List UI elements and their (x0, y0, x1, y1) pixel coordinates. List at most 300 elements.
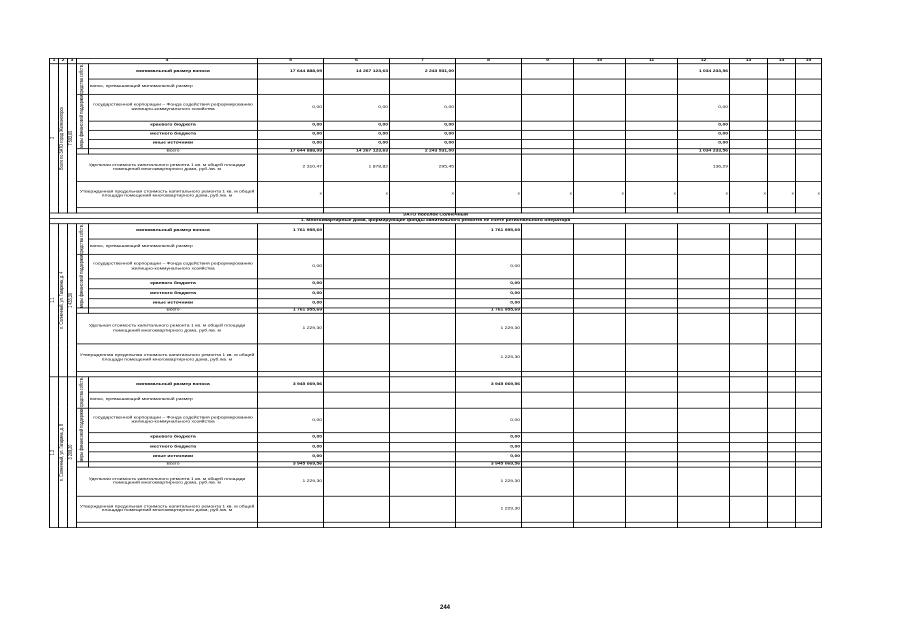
value-cell (678, 496, 730, 522)
value-cell (522, 467, 574, 496)
value-cell (574, 64, 626, 79)
value-cell (324, 452, 390, 462)
value-cell (390, 239, 456, 254)
value-cell (574, 442, 626, 452)
table-row (50, 442, 822, 452)
value-cell: 0,00 (258, 408, 324, 433)
header-cell: 13 (730, 58, 768, 63)
value-cell: х (390, 181, 456, 207)
row-address (59, 377, 68, 528)
table-row (50, 377, 822, 392)
value-cell (678, 377, 730, 392)
table-row (50, 64, 822, 79)
value-cell (768, 139, 796, 148)
value-cell: 0,00 (678, 139, 730, 148)
value-cell (574, 223, 626, 238)
value-cell: 3 945 069,56 (456, 377, 522, 392)
value-cell (678, 433, 730, 443)
value-cell: 0,00 (258, 298, 324, 308)
table-row (50, 392, 822, 407)
value-cell (768, 452, 796, 462)
value-cell (626, 223, 678, 238)
value-cell (730, 313, 768, 344)
value-cell (768, 442, 796, 452)
value-cell (796, 392, 822, 407)
value-cell (626, 121, 678, 130)
value-cell (456, 392, 522, 407)
value-cell (678, 254, 730, 279)
value-cell (522, 392, 574, 407)
max-cost-label: Утвержденная предельная стоимость капитального ремонта 1 кв. м общей площади помещений многоквартирного дома, руб./кв. м (77, 344, 258, 372)
header-cell: 15 (796, 58, 822, 63)
value-cell (522, 223, 574, 238)
fund-owners-label (77, 377, 89, 408)
value-cell (456, 79, 522, 94)
value-cell (522, 64, 574, 79)
value-cell (730, 377, 768, 392)
value-cell: 1 761 955,69 (456, 308, 522, 313)
value-cell (678, 452, 730, 462)
value-cell: 1 229,30 (456, 313, 522, 344)
min-contribution-label: минимальный размер взноса (89, 64, 258, 79)
value-cell: 0,00 (258, 442, 324, 452)
value-cell (796, 121, 822, 130)
value-cell (522, 433, 574, 443)
value-cell (730, 442, 768, 452)
value-cell: 14 267 123,63 (324, 64, 390, 79)
value-cell (796, 377, 822, 392)
value-cell (678, 298, 730, 308)
value-cell (456, 121, 522, 130)
header-cell: 2 (59, 58, 68, 63)
value-cell (258, 79, 324, 94)
value-cell: х (796, 181, 822, 207)
unit-cost-label: Удельная стоимость капитального ремонта 1 кв. м общей площади помещений многоквартирного дома, руб./кв. м (77, 467, 258, 496)
value-cell (390, 392, 456, 407)
value-cell: х (324, 181, 390, 207)
support-measures-label (77, 254, 89, 308)
table-row (50, 139, 822, 148)
value-cell (574, 392, 626, 407)
local-budget-label: местного бюджета (89, 289, 258, 299)
value-cell (574, 279, 626, 289)
value-cell (258, 496, 324, 522)
value-cell: 3 945 069,56 (456, 462, 522, 467)
value-cell (768, 344, 796, 372)
value-cell (522, 298, 574, 308)
value-cell (574, 139, 626, 148)
value-cell (768, 121, 796, 130)
row-area (68, 377, 77, 528)
value-cell (574, 313, 626, 344)
value-cell (574, 433, 626, 443)
value-cell (456, 95, 522, 121)
value-cell (390, 467, 456, 496)
value-cell: 0,00 (390, 130, 456, 139)
value-cell (730, 239, 768, 254)
value-cell (574, 79, 626, 94)
row-index (50, 64, 59, 213)
value-cell: 1 761 955,69 (258, 308, 324, 313)
value-cell (522, 452, 574, 462)
excess-label: взнос, превышающий минимальный размер (89, 392, 258, 407)
table-cell (522, 522, 574, 527)
fund-owners-label-text: средства собств. (78, 64, 85, 95)
value-cell (796, 289, 822, 299)
value-cell (626, 279, 678, 289)
value-cell: 1 229,30 (456, 496, 522, 522)
value-cell (730, 392, 768, 407)
row-area-text: 1 433,30 (68, 292, 75, 308)
table-cell (258, 522, 324, 527)
value-cell (768, 79, 796, 94)
value-cell (522, 496, 574, 522)
table-cell (324, 522, 390, 527)
subsection-title: 1. Многоквартирные дома, формирующие фонды капитального ремонта не счете регионального оператора (50, 218, 822, 223)
value-cell: 1 229,30 (456, 344, 522, 372)
value-cell: х (258, 181, 324, 207)
value-cell (768, 130, 796, 139)
value-cell: х (730, 181, 768, 207)
value-cell: 2 243 531,00 (390, 64, 456, 79)
value-cell (796, 442, 822, 452)
value-cell: 14 267 123,63 (324, 148, 390, 153)
table-row (50, 313, 822, 344)
value-cell (796, 433, 822, 443)
value-cell (626, 452, 678, 462)
value-cell (796, 139, 822, 148)
value-cell (390, 254, 456, 279)
value-cell (324, 344, 390, 372)
value-cell (574, 95, 626, 121)
table-cell (77, 522, 258, 527)
value-cell (324, 496, 390, 522)
value-cell (456, 64, 522, 79)
value-cell: 0,00 (678, 95, 730, 121)
value-cell: 0,00 (324, 95, 390, 121)
row-address-text: п. Солнечный, ул. Гагарина, д. 4 (59, 271, 66, 329)
value-cell (768, 298, 796, 308)
value-cell (574, 130, 626, 139)
value-cell (456, 154, 522, 182)
value-cell (796, 95, 822, 121)
fund-owners-label-text: средства собств. (78, 377, 85, 408)
value-cell (768, 467, 796, 496)
value-cell (324, 239, 390, 254)
header-cell: 12 (678, 58, 730, 63)
value-cell (324, 467, 390, 496)
regional-budget-label: краевого бюджета (89, 121, 258, 130)
value-cell (522, 130, 574, 139)
value-cell (768, 95, 796, 121)
total-label: Всего (89, 462, 258, 467)
row-index (50, 223, 59, 377)
value-cell (324, 254, 390, 279)
value-cell: 1 878,82 (324, 154, 390, 182)
value-cell (678, 279, 730, 289)
value-cell (522, 344, 574, 372)
value-cell (796, 279, 822, 289)
value-cell (626, 442, 678, 452)
value-cell (456, 139, 522, 148)
table-row (50, 289, 822, 299)
value-cell (522, 154, 574, 182)
header-cell: 4 (77, 58, 258, 63)
value-cell (626, 130, 678, 139)
value-cell: 0,00 (324, 130, 390, 139)
value-cell (626, 433, 678, 443)
value-cell: 0,00 (678, 130, 730, 139)
value-cell (456, 130, 522, 139)
table-row (50, 254, 822, 279)
row-area-text: 7 593,65 (68, 130, 75, 146)
header-cell: 3 (68, 58, 77, 63)
max-cost-label: Утвержденная предельная стоимость капитального ремонта 1 кв. м общей площади помещений многоквартирного дома, руб./кв. м (77, 496, 258, 522)
value-cell (390, 496, 456, 522)
value-cell (678, 392, 730, 407)
value-cell: 0,00 (456, 279, 522, 289)
row-index (50, 377, 59, 528)
support-measures-label-text: меры финансовой поддержки (78, 254, 85, 308)
table-row (50, 452, 822, 462)
value-cell: 17 644 888,09 (258, 64, 324, 79)
excess-label: взнос, превышающий минимальный размер (89, 79, 258, 94)
value-cell: 1 761 955,69 (456, 223, 522, 238)
value-cell (522, 442, 574, 452)
value-cell (730, 130, 768, 139)
min-contribution-label: минимальный размер взноса (89, 377, 258, 392)
value-cell (730, 254, 768, 279)
value-cell (678, 223, 730, 238)
value-cell (574, 377, 626, 392)
value-cell (324, 223, 390, 238)
value-cell: 0,00 (456, 408, 522, 433)
regional-budget-label: краевого бюджета (89, 279, 258, 289)
value-cell (796, 313, 822, 344)
value-cell (730, 139, 768, 148)
value-cell (796, 408, 822, 433)
row-index-text: 1.1 (50, 297, 57, 303)
value-cell (678, 289, 730, 299)
value-cell (730, 496, 768, 522)
value-cell (768, 254, 796, 279)
value-cell (768, 433, 796, 443)
value-cell (522, 139, 574, 148)
support-measures-label (77, 408, 89, 462)
value-cell (390, 313, 456, 344)
value-cell (258, 239, 324, 254)
table-row (50, 408, 822, 433)
value-cell (390, 433, 456, 443)
value-cell (390, 279, 456, 289)
value-cell (730, 433, 768, 443)
value-cell (678, 239, 730, 254)
header-cell: 10 (574, 58, 626, 63)
value-cell (796, 64, 822, 79)
total-label: Всего (89, 148, 258, 153)
value-cell: 0,00 (258, 289, 324, 299)
value-cell (390, 408, 456, 433)
table-cell (626, 522, 678, 527)
value-cell (390, 377, 456, 392)
value-cell (678, 344, 730, 372)
value-cell (730, 452, 768, 462)
value-cell (324, 313, 390, 344)
value-cell: 0,00 (258, 452, 324, 462)
header-cell: 14 (768, 58, 796, 63)
fund-corporation-label: государственной корпорации – Фонда содействия реформированию жилищно-коммунального хозяйства (89, 408, 258, 433)
value-cell (626, 64, 678, 79)
value-cell (522, 279, 574, 289)
value-cell (796, 239, 822, 254)
row-index-text: 1.2 (50, 449, 57, 455)
value-cell: 2 243 531,00 (390, 148, 456, 153)
value-cell: х (456, 181, 522, 207)
value-cell (574, 289, 626, 299)
value-cell: х (678, 181, 730, 207)
other-sources-label: иные источники (89, 452, 258, 462)
value-cell: 295,45 (390, 154, 456, 182)
value-cell (574, 154, 626, 182)
value-cell (796, 254, 822, 279)
value-cell (522, 121, 574, 130)
table-row (50, 95, 822, 121)
table-row (50, 181, 822, 207)
value-cell (390, 344, 456, 372)
value-cell (324, 442, 390, 452)
table-row (50, 223, 822, 238)
value-cell: 0,00 (456, 298, 522, 308)
value-cell (730, 408, 768, 433)
value-cell (768, 392, 796, 407)
value-cell: х (522, 181, 574, 207)
value-cell (324, 289, 390, 299)
value-cell (768, 377, 796, 392)
value-cell (730, 298, 768, 308)
value-cell: 0,00 (258, 121, 324, 130)
value-cell: 0,00 (258, 139, 324, 148)
table-row (50, 121, 822, 130)
value-cell (522, 95, 574, 121)
value-cell (258, 344, 324, 372)
value-cell (768, 154, 796, 182)
value-cell (626, 298, 678, 308)
row-address (59, 64, 68, 213)
fund-owners-label-text: средства собств. (78, 223, 85, 254)
support-measures-label-text: меры финансовой поддержки (78, 408, 85, 462)
value-cell (730, 121, 768, 130)
value-cell (626, 344, 678, 372)
row-area-text: 3 209,20 (68, 444, 75, 460)
value-cell (324, 298, 390, 308)
row-address (59, 223, 68, 377)
value-cell (796, 79, 822, 94)
value-cell (390, 79, 456, 94)
value-cell: 0,00 (390, 121, 456, 130)
header-cell: 1 (50, 58, 59, 63)
table-row (50, 467, 822, 496)
table-cell (678, 522, 730, 527)
value-cell: 136,29 (678, 154, 730, 182)
value-cell (324, 392, 390, 407)
value-cell (768, 496, 796, 522)
fund-owners-label (77, 223, 89, 254)
support-measures-label (77, 95, 89, 149)
value-cell (574, 344, 626, 372)
value-cell (390, 452, 456, 462)
value-cell (730, 154, 768, 182)
header-cell: 5 (258, 58, 324, 63)
table-row (50, 433, 822, 443)
value-cell: 1 229,30 (258, 313, 324, 344)
value-cell (796, 154, 822, 182)
min-contribution-label: минимальный размер взноса (89, 223, 258, 238)
value-cell: 0,00 (258, 130, 324, 139)
value-cell: х (574, 181, 626, 207)
table-row (50, 154, 822, 182)
value-cell: х (768, 181, 796, 207)
value-cell (768, 239, 796, 254)
value-cell (522, 239, 574, 254)
value-cell (574, 254, 626, 279)
page-number: 244 (440, 605, 451, 611)
value-cell (390, 298, 456, 308)
max-cost-label: Утвержденная предельная стоимость капитального ремонта 1 кв. м общей площади помещений многоквартирного дома, руб./кв. м (77, 181, 258, 207)
value-cell: 0,00 (456, 289, 522, 299)
value-cell (768, 279, 796, 289)
table-row (50, 79, 822, 94)
value-cell (456, 239, 522, 254)
value-cell (390, 289, 456, 299)
value-cell (522, 377, 574, 392)
table-row (50, 130, 822, 139)
value-cell (626, 139, 678, 148)
value-cell: 0,00 (456, 433, 522, 443)
table-row (50, 279, 822, 289)
value-cell (796, 496, 822, 522)
table-cell (796, 522, 822, 527)
value-cell (574, 408, 626, 433)
value-cell (522, 79, 574, 94)
row-area (68, 223, 77, 377)
table-cell (730, 522, 768, 527)
value-cell (522, 408, 574, 433)
value-cell (796, 298, 822, 308)
value-cell (768, 289, 796, 299)
fund-corporation-label: государственной корпорации – Фонда содействия реформированию жилищно-коммунального хозяйства (89, 95, 258, 121)
value-cell: 0,00 (324, 139, 390, 148)
value-cell (574, 121, 626, 130)
value-cell (678, 442, 730, 452)
value-cell: 0,00 (456, 254, 522, 279)
value-cell: х (626, 181, 678, 207)
value-cell (626, 392, 678, 407)
value-cell (324, 279, 390, 289)
value-cell: 0,00 (258, 95, 324, 121)
value-cell (522, 254, 574, 279)
table-cell (768, 522, 796, 527)
value-cell (796, 344, 822, 372)
value-cell (678, 408, 730, 433)
value-cell (796, 452, 822, 462)
value-cell (678, 313, 730, 344)
table-row (50, 496, 822, 522)
value-cell (574, 452, 626, 462)
value-cell (626, 467, 678, 496)
value-cell (768, 223, 796, 238)
value-cell (626, 408, 678, 433)
value-cell (626, 313, 678, 344)
